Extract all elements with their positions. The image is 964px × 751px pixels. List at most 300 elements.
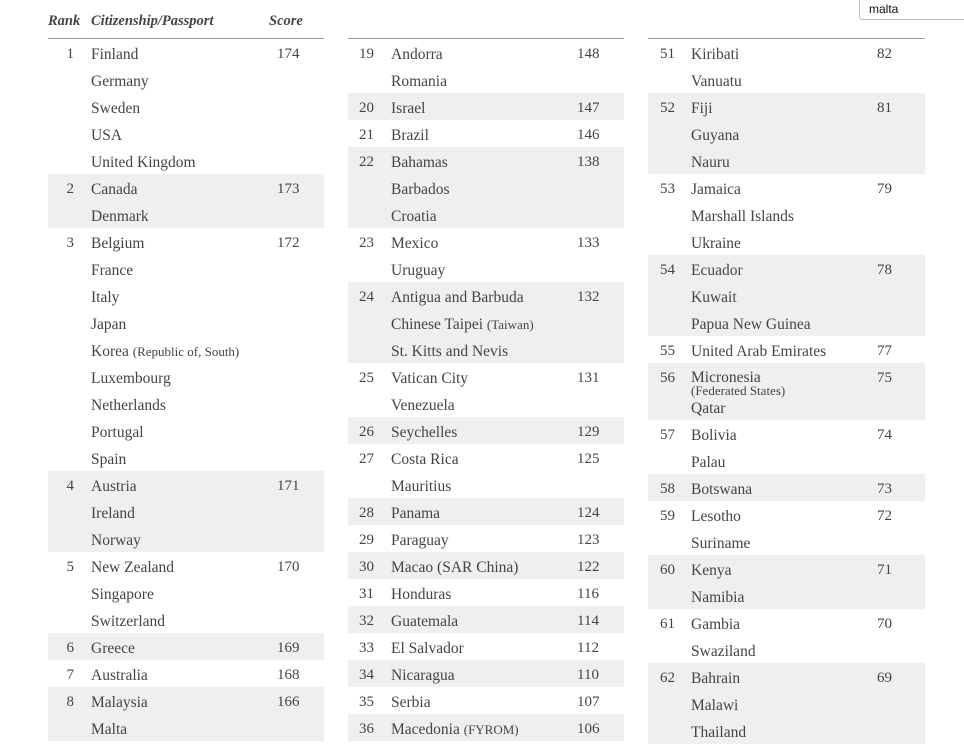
- score-value: 110: [577, 667, 599, 683]
- score-value: 147: [577, 100, 600, 116]
- country-name-text: Micronesia: [691, 369, 761, 386]
- country-name-text: Macedonia: [391, 721, 460, 738]
- country-name: [91, 46, 138, 64]
- score-value: 148: [577, 46, 600, 62]
- table-row: [48, 363, 324, 390]
- score-value: 106: [577, 721, 600, 737]
- table-row: [348, 120, 624, 147]
- table-row: [648, 447, 925, 474]
- country-name-text: Lesotho: [691, 508, 741, 525]
- country-name-text: Guatemala: [391, 613, 459, 630]
- country-name-text: Vanuatu: [691, 73, 742, 90]
- country-name: [391, 289, 524, 307]
- score-value: 123: [577, 532, 600, 548]
- country-name-note: (Taiwan): [486, 317, 534, 332]
- country-name: [391, 640, 464, 658]
- table-row: [348, 498, 624, 525]
- country-name: [91, 262, 133, 280]
- score-value: 72: [877, 508, 892, 524]
- rank-value: 4: [66, 478, 74, 494]
- country-name: [691, 100, 713, 118]
- country-name-text: Kiribati: [691, 46, 740, 63]
- rank-value: 19: [359, 46, 374, 62]
- rank-value: 2: [66, 181, 74, 197]
- country-name-text: Serbia: [391, 694, 431, 711]
- country-name: [691, 670, 740, 688]
- country-name-text: Singapore: [91, 586, 154, 603]
- rank-group: [348, 363, 624, 417]
- country-name-text: Swaziland: [691, 643, 756, 660]
- country-name: [391, 316, 534, 334]
- country-name: [691, 235, 741, 253]
- country-name-text: Italy: [91, 289, 120, 306]
- rank-value: 32: [359, 613, 374, 629]
- country-name: [91, 721, 127, 739]
- country-name: [91, 532, 141, 550]
- table-row: [648, 228, 925, 255]
- country-name-text: Uruguay: [391, 262, 446, 279]
- country-name-note: (Federated States): [691, 383, 786, 398]
- country-name: [91, 559, 174, 577]
- table-row: [648, 420, 925, 447]
- rank-group: [48, 660, 324, 687]
- table-row: [48, 714, 324, 741]
- table-row: [48, 552, 324, 579]
- country-name-text: Suriname: [691, 535, 751, 552]
- score-value: 125: [577, 451, 600, 467]
- country-name: [391, 694, 431, 712]
- country-name-text: Denmark: [91, 208, 149, 225]
- score-value: 74: [877, 427, 892, 443]
- country-name-text: Mexico: [391, 235, 439, 252]
- country-name-text: Greece: [91, 640, 135, 657]
- country-name-text: United Arab Emirates: [691, 343, 827, 360]
- table-row: [48, 147, 324, 174]
- country-name-text: Marshall Islands: [691, 208, 794, 225]
- country-name-text: Brazil: [391, 127, 429, 144]
- rank-group: [348, 282, 624, 363]
- table-row: [648, 393, 925, 420]
- rank-value: 57: [660, 427, 675, 443]
- country-name-text: Chinese Taipei: [391, 316, 484, 333]
- rank-group: [348, 444, 624, 498]
- score-value: 70: [877, 616, 892, 632]
- country-name-text: Botswana: [691, 481, 753, 498]
- table-row: [48, 174, 324, 201]
- country-name: [691, 562, 731, 580]
- rank-value: 23: [359, 235, 374, 251]
- table-row: [348, 633, 624, 660]
- table-row: [348, 228, 624, 255]
- country-name-text: Portugal: [91, 424, 144, 441]
- country-name-note: (FYROM): [463, 722, 519, 737]
- table-row: [648, 501, 925, 528]
- country-name: [391, 478, 451, 496]
- score-value: 131: [577, 370, 600, 386]
- country-name-text: Austria: [91, 478, 137, 495]
- score-value: 75: [877, 370, 892, 386]
- country-name-text: Romania: [391, 73, 447, 90]
- country-name-text: France: [91, 262, 134, 279]
- table-row: [648, 690, 925, 717]
- country-name: [91, 208, 149, 226]
- table-row: [348, 714, 624, 741]
- search-input[interactable]: malta: [859, 0, 964, 20]
- table-header: [48, 0, 324, 39]
- country-name-text: Namibia: [691, 589, 745, 606]
- score-value: 73: [877, 481, 892, 497]
- score-value: 71: [877, 562, 892, 578]
- score-value: 173: [277, 181, 300, 197]
- score-value: 122: [577, 559, 600, 575]
- score-header: Score: [269, 13, 303, 29]
- table-row: [648, 147, 925, 174]
- rank-group: [348, 39, 624, 93]
- country-name: [691, 454, 725, 472]
- country-name: [91, 100, 140, 118]
- rank-group: [648, 474, 925, 501]
- table-column-2: [348, 0, 624, 741]
- rank-group: [348, 660, 624, 687]
- country-name-text: Jamaica: [691, 181, 741, 198]
- country-name-text: Belgium: [91, 235, 145, 252]
- table-row: [348, 336, 624, 363]
- country-name: [391, 559, 518, 577]
- country-name-text: Seychelles: [391, 424, 458, 441]
- rank-value: 7: [66, 667, 74, 683]
- country-name: [391, 721, 519, 739]
- rank-group: [348, 525, 624, 552]
- score-value: 172: [277, 235, 300, 251]
- country-name: [391, 424, 457, 442]
- country-name: [691, 343, 826, 361]
- country-name-text: Ireland: [91, 505, 135, 522]
- score-value: 168: [277, 667, 300, 683]
- rank-value: 35: [359, 694, 374, 710]
- table-row: [648, 93, 925, 120]
- country-name: [391, 181, 450, 199]
- country-name-text: Papua New Guinea: [691, 316, 811, 333]
- rank-value: 53: [660, 181, 675, 197]
- country-name: [391, 235, 438, 253]
- rank-groups: [648, 39, 925, 744]
- rank-group: [348, 498, 624, 525]
- table-row: [348, 444, 624, 471]
- rank-group: [348, 687, 624, 714]
- score-value: 171: [277, 478, 300, 494]
- country-name: [91, 289, 119, 307]
- table-row: [48, 93, 324, 120]
- country-name-text: Venezuela: [391, 397, 455, 414]
- country-name: [391, 505, 440, 523]
- rank-value: 26: [359, 424, 374, 440]
- country-name: [91, 235, 144, 253]
- country-name: [91, 316, 126, 334]
- country-name: [391, 586, 451, 604]
- country-name-note: (Republic of, South): [132, 344, 240, 359]
- table-row: [348, 606, 624, 633]
- country-name: [691, 616, 740, 634]
- country-name-text: Australia: [91, 667, 148, 684]
- country-name: [91, 613, 165, 631]
- score-value: 129: [577, 424, 600, 440]
- score-value: 146: [577, 127, 600, 143]
- table-row: [48, 633, 324, 660]
- table-row: [648, 636, 925, 663]
- country-name-text: Germany: [91, 73, 149, 90]
- score-value: 78: [877, 262, 892, 278]
- country-name: [91, 640, 135, 658]
- rank-group: [648, 420, 925, 474]
- country-name-text: Gambia: [691, 616, 741, 633]
- rank-group: [348, 579, 624, 606]
- country-name: [391, 262, 445, 280]
- country-name-text: Finland: [91, 46, 139, 63]
- table-row: [348, 552, 624, 579]
- rank-value: 22: [359, 154, 374, 170]
- table-row: [648, 120, 925, 147]
- country-name-text: Netherlands: [91, 397, 166, 414]
- rank-group: [48, 228, 324, 471]
- country-name-text: Ukraine: [691, 235, 741, 252]
- country-name: [91, 451, 126, 469]
- table-row: [48, 336, 324, 363]
- table-row: [348, 363, 624, 390]
- country-name: [91, 127, 122, 145]
- country-name: [691, 73, 742, 91]
- country-name-text: Fiji: [691, 100, 713, 117]
- country-name: [691, 508, 741, 526]
- country-name: [91, 181, 137, 199]
- rank-value: 8: [66, 694, 74, 710]
- country-name-text: Macao (SAR China): [391, 559, 519, 576]
- score-value: 124: [577, 505, 600, 521]
- score-value: 79: [877, 181, 892, 197]
- rank-group: [648, 663, 925, 744]
- score-value: 107: [577, 694, 600, 710]
- score-value: 112: [577, 640, 599, 656]
- rank-groups: [348, 39, 624, 741]
- country-name-text: Qatar: [691, 400, 726, 417]
- table-row: [48, 471, 324, 498]
- table-row: [348, 66, 624, 93]
- rank-value: 62: [660, 670, 675, 686]
- table-row: [348, 417, 624, 444]
- country-name: [91, 343, 239, 361]
- country-name-text: Ecuador: [691, 262, 743, 279]
- table-row: [648, 174, 925, 201]
- country-name: [91, 154, 196, 172]
- score-value: 77: [877, 343, 892, 359]
- rank-value: 59: [660, 508, 675, 524]
- rank-group: [348, 606, 624, 633]
- table-row: [48, 498, 324, 525]
- country-name: [691, 535, 750, 553]
- score-value: 69: [877, 670, 892, 686]
- country-name: [91, 586, 154, 604]
- country-name-text: Canada: [91, 181, 138, 198]
- score-value: 174: [277, 46, 300, 62]
- rank-value: 5: [66, 559, 74, 575]
- country-name-text: Nauru: [691, 154, 730, 171]
- country-name: [91, 397, 166, 415]
- country-name: [391, 100, 425, 118]
- country-name-text: Malawi: [691, 697, 739, 714]
- rank-value: 61: [660, 616, 675, 632]
- table-row: [348, 390, 624, 417]
- country-name: [691, 262, 743, 280]
- country-name: [391, 532, 449, 550]
- table-row: [48, 39, 324, 66]
- country-name: [391, 208, 437, 226]
- country-name-text: Croatia: [391, 208, 437, 225]
- country-name: [391, 370, 468, 388]
- country-name: [91, 73, 149, 91]
- rank-group: [648, 501, 925, 555]
- rank-value: 27: [359, 451, 374, 467]
- rank-value: 25: [359, 370, 374, 386]
- table-row: [48, 309, 324, 336]
- rank-value: 29: [359, 532, 374, 548]
- table-row: [648, 555, 925, 582]
- table-row: [648, 255, 925, 282]
- rank-value: 20: [359, 100, 374, 116]
- score-value: 81: [877, 100, 892, 116]
- country-name: [391, 343, 508, 361]
- country-name: [91, 478, 137, 496]
- country-name: [91, 370, 171, 388]
- country-name: [691, 589, 744, 607]
- country-name: [391, 127, 429, 145]
- rank-value: 6: [66, 640, 74, 656]
- country-name: [391, 154, 448, 172]
- table-row: [348, 471, 624, 498]
- country-name: [691, 400, 725, 418]
- table-row: [348, 201, 624, 228]
- country-name-text: Barbados: [391, 181, 450, 198]
- table-row: [48, 579, 324, 606]
- table-row: [48, 417, 324, 444]
- table-row: [348, 660, 624, 687]
- country-name-text: Panama: [391, 505, 441, 522]
- rank-group: [48, 471, 324, 552]
- table-row: [48, 444, 324, 471]
- table-row: [48, 390, 324, 417]
- table-row: [348, 687, 624, 714]
- country-name-text: Paraguay: [391, 532, 449, 549]
- rank-value: 55: [660, 343, 675, 359]
- table-row: [348, 579, 624, 606]
- country-name: [91, 694, 148, 712]
- table-row: [48, 282, 324, 309]
- country-name: [391, 46, 443, 64]
- country-name-text: Bolivia: [691, 427, 737, 444]
- country-name-text: Costa Rica: [391, 451, 459, 468]
- score-value: 138: [577, 154, 600, 170]
- rank-group: [48, 174, 324, 228]
- country-name: [391, 613, 458, 631]
- rank-group: [48, 39, 324, 174]
- table-row: [348, 174, 624, 201]
- country-name-text: Switzerland: [91, 613, 166, 630]
- country-name-text: El Salvador: [391, 640, 464, 657]
- table-row: [48, 255, 324, 282]
- rank-value: 54: [660, 262, 675, 278]
- rank-group: [648, 336, 925, 363]
- country-name: [691, 154, 730, 172]
- score-value: 170: [277, 559, 300, 575]
- country-name: [691, 724, 746, 742]
- rank-group: [348, 93, 624, 120]
- rank-value: 31: [359, 586, 374, 602]
- rank-group: [348, 228, 624, 282]
- rank-group: [348, 147, 624, 228]
- country-header: Citizenship/Passport: [91, 13, 214, 29]
- country-name-text: Andorra: [391, 46, 443, 63]
- country-name-text: USA: [91, 127, 123, 144]
- rank-group: [648, 39, 925, 93]
- country-name: [691, 181, 741, 199]
- score-value: 166: [277, 694, 300, 710]
- country-name-text: Nicaragua: [391, 667, 455, 684]
- country-name: [391, 451, 459, 469]
- table-row: [48, 228, 324, 255]
- score-value: 133: [577, 235, 600, 251]
- table-row: [648, 609, 925, 636]
- table-row: [648, 336, 925, 363]
- rank-value: 24: [359, 289, 374, 305]
- rank-group: [348, 552, 624, 579]
- table-row: [648, 717, 925, 744]
- table-row: [48, 201, 324, 228]
- table-row: [648, 309, 925, 336]
- score-value: 132: [577, 289, 600, 305]
- country-name-text: Honduras: [391, 586, 452, 603]
- rank-group: [648, 363, 925, 420]
- rank-value: 1: [66, 46, 74, 62]
- table-row: [348, 525, 624, 552]
- table-row: [648, 528, 925, 555]
- table-row: [648, 201, 925, 228]
- country-name-text: Israel: [391, 100, 426, 117]
- table-column-1: [48, 0, 324, 741]
- header-rule: [348, 0, 624, 39]
- rank-group: [48, 633, 324, 660]
- rank-group: [348, 633, 624, 660]
- country-name: [691, 481, 752, 499]
- country-name: [391, 667, 455, 685]
- country-name: [691, 208, 794, 226]
- rank-group: [348, 714, 624, 741]
- rank-group: [48, 552, 324, 633]
- rank-group: [48, 687, 324, 741]
- table-row: [348, 93, 624, 120]
- score-value: 169: [277, 640, 300, 656]
- table-row: [48, 660, 324, 687]
- country-name-text: Bahrain: [691, 670, 741, 687]
- country-name: [691, 427, 737, 445]
- country-name-text: Sweden: [91, 100, 141, 117]
- country-name-text: Korea: [91, 343, 129, 360]
- table-row: [648, 66, 925, 93]
- score-value: 114: [577, 613, 599, 629]
- country-name-text: Palau: [691, 454, 726, 471]
- country-name-text: St. Kitts and Nevis: [391, 343, 509, 360]
- table-row: [648, 282, 925, 309]
- rank-value: 36: [359, 721, 374, 737]
- country-name-text: Norway: [91, 532, 141, 549]
- rank-header: Rank: [48, 13, 81, 29]
